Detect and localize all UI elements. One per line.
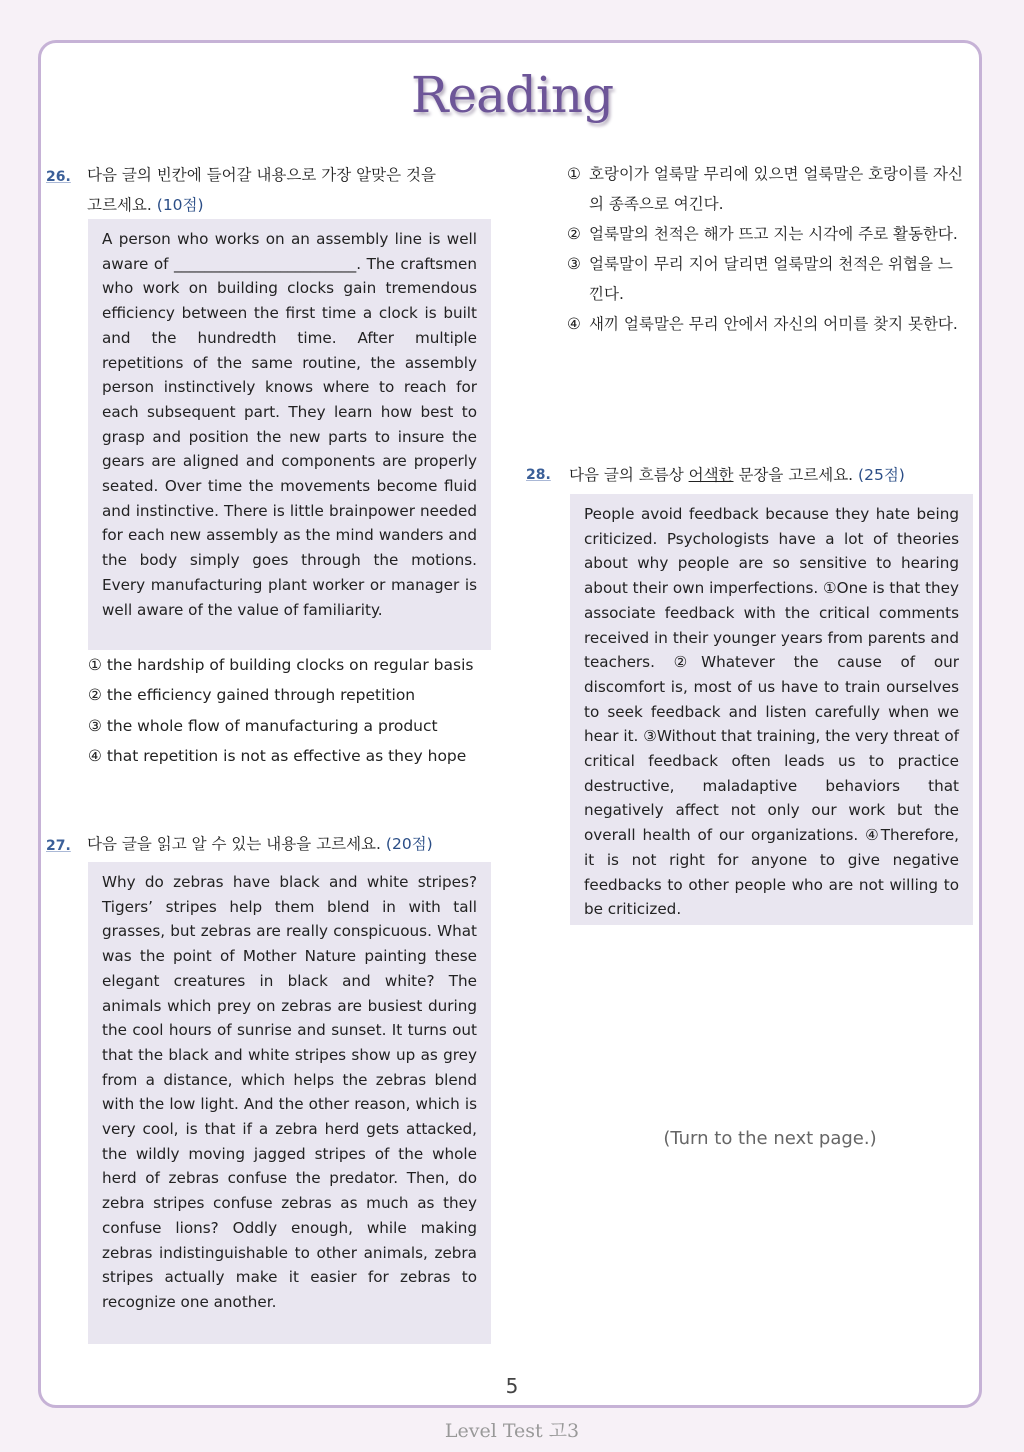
question-28-prompt-before: 다음 글의 흐름상 [569, 466, 689, 484]
question-28-prompt [569, 460, 979, 490]
footer-level-label: Level Test 고3 [444, 1420, 580, 1442]
question-26-option-1[interactable]: ① the hardship of building clocks on regular basis [88, 656, 474, 674]
option-marker: ② [567, 225, 581, 243]
question-27-points: (20점) [385, 835, 433, 853]
question-27-prompt-text: 다음 글을 읽고 알 수 있는 내용을 고르세요. [87, 835, 381, 853]
question-26-passage [88, 219, 491, 650]
question-27-passage-text: Why do zebras have black and white stripes? Tigers’ stripes help them blend in with tall grasses, but zebras are really conspicuous. What was the point of Mother Nature painting these elegant creatures in black and white? The animals which prey on zebras are busiest during the cool hours of sunrise and sunset. It turns out that the black and white stripes show up as grey from a distance, which helps the zebras blend with the low light. And the other reason, which is very cool, is that if a zebra herd gets attacked, the wildly moving jagged stripes of the whole herd of zebras confuse the predator. Then, do zebra stripes confuse zebras as much as they confuse lions? Oddly enough, while making zebras indistinguishable to other animals, zebra stripes actually make it easier for zebras to recognize one another. [102, 873, 477, 1311]
question-26-prompt-line2: 고르세요. [87, 196, 152, 214]
option-text: 얼룩말이 무리 지어 달리면 얼룩말의 천적은 위협을 느낀다. [589, 255, 953, 303]
question-27-option-1[interactable] [567, 159, 963, 219]
question-28-passage [570, 494, 973, 925]
option-text: 호랑이가 얼룩말 무리에 있으면 얼룩말은 호랑이를 자신의 종족으로 여긴다. [589, 165, 963, 213]
question-27-passage [88, 862, 491, 1344]
question-28-points: (25점) [858, 466, 905, 484]
question-28-passage-text: People avoid feedback because they hate being criticized. Psychologists have a lot of theories about why people are so sensitive to hearing about their own imperfections. ①One is that they associate feedback with the critical comments received in their younger years from parents and teachers. ②Whatever the cause of our discomfort is, most of us have to train ourselves to seek feedback and listen carefully when we hear it. ③Without that training, the very threat of critical feedback often leads us to practice destructive, maladaptive behaviors that negatively affect not only our work but the overall health of our organizations. ④Therefore, it is not right for anyone to give negative feedbacks to other people who are not willing to be criticized. [584, 505, 959, 919]
question-27-number: 27. [46, 838, 71, 854]
question-26-option-3[interactable]: ③ the whole flow of manufacturing a product [88, 716, 438, 735]
question-26-option-2[interactable]: ② the efficiency gained through repetition [88, 686, 416, 705]
question-28-number: 28. [526, 467, 551, 483]
question-26-number: 26. [46, 169, 71, 185]
option-marker: ④ [567, 315, 581, 333]
option-text: 얼룩말의 천적은 해가 뜨고 지는 시각에 주로 활동한다. [589, 225, 958, 243]
question-26-points: (10점) [156, 196, 204, 214]
question-27-option-4[interactable] [567, 309, 963, 339]
question-27-prompt [87, 829, 507, 859]
option-marker: ① [567, 165, 581, 183]
question-28-prompt-after: 문장을 고르세요. [733, 466, 854, 484]
question-26-prompt [87, 160, 497, 220]
question-26-passage-text: A person who works on an assembly line is well aware of ________________________. The craftsmen who work on building clocks gain tremendous efficiency between the first time a clock is built and the hundredth time. After multiple repetitions of the same routine, the assembly person instinctively knows where to reach for each subsequent part. They learn how best to grasp and position the new parts to insure the gears are aligned and components are properly seated. Over time the movements become fluid and instinctive. There is little brainpower needed for each new assembly as the mind wanders and the body simply goes through the motions. Every manufacturing plant worker or manager is well aware of the value of familiarity. [102, 230, 477, 619]
question-26-prompt-line1: 다음 글의 빈칸에 들어갈 내용으로 가장 알맞은 것을 [87, 166, 436, 184]
page-title: Reading [410, 66, 614, 124]
option-text: 새끼 얼룩말은 무리 안에서 자신의 어미를 찾지 못한다. [589, 315, 958, 333]
question-26-options [88, 650, 473, 771]
question-27-option-2[interactable] [567, 219, 963, 249]
question-28-prompt-underlined: 어색한 [688, 466, 734, 484]
page-number: 5 [505, 1374, 519, 1398]
option-marker: ③ [567, 255, 581, 273]
question-27-option-3[interactable] [567, 249, 963, 309]
question-27-options [567, 159, 963, 339]
turn-page-note: (Turn to the next page.) [663, 1128, 877, 1149]
question-26-option-4[interactable]: ④ that repetition is not as effective as they hope [88, 746, 467, 765]
